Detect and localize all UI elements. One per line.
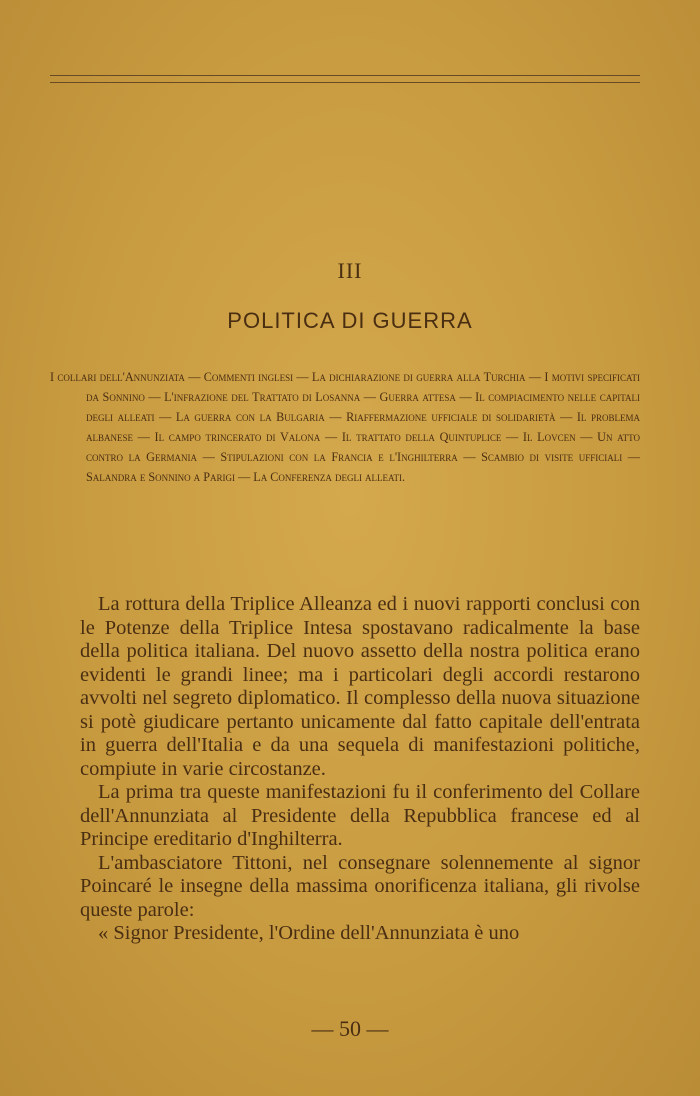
chapter-number: III: [337, 258, 363, 283]
page-number: — 50 —: [311, 1016, 389, 1041]
body-text: [80, 593, 640, 946]
paragraph: La rottura della Triplice Alleanza ed i nuovi rapporti conclusi con le Potenze della Triplice Intesa spostavano radicalmente la base della politica italiana. Del nuovo assetto della nostra politica erano evidenti le grandi linee; ma i particolari degli accordi restarono avvolti nel segreto diplomatico. Il complesso della nuova situazione si potè giudicare pertanto unicamente dal fatto capitale dell'entrata in guerra dell'Italia e da una sequela di manifestazioni politiche, compiute in varie circostanze.: [80, 593, 640, 780]
chapter-title: POLITICA DI GUERRA: [227, 308, 473, 333]
paragraph: « Signor Presidente, l'Ordine dell'Annunziata è uno: [98, 922, 520, 944]
header-double-rule: [50, 75, 640, 83]
paragraph: La prima tra queste manifestazioni fu il conferimento del Collare dell'Annunziata al Presidente della Repubblica francese ed al Principe ereditario d'Inghilterra.: [80, 781, 640, 850]
paragraph: L'ambasciatore Tittoni, nel consegnare solennemente al signor Poincaré le insegne della massima onorificenza italiana, gli rivolse queste parole:: [80, 851, 640, 921]
chapter-summary: I collari dell'Annunziata — Commenti inglesi — La dichiarazione di guerra alla Turchia — I motivi specificati da Sonnino — L'infrazione del Trattato di Losanna — Guerra attesa — Il compiacimento nelle capitali degli alleati — La guerra con la Bulgaria — Riaffermazione ufficiale di solidarietà — Il problema albanese — Il campo trincerato di Valona — Il trattato della Quintuplice — Il Lovcen — Un atto contro la Germania — Stipulazioni con la Francia e l'Inghilterra — Scambio di visite ufficiali — Salandra e Sonnino a Parigi — La Conferenza degli alleati.: [50, 370, 640, 484]
